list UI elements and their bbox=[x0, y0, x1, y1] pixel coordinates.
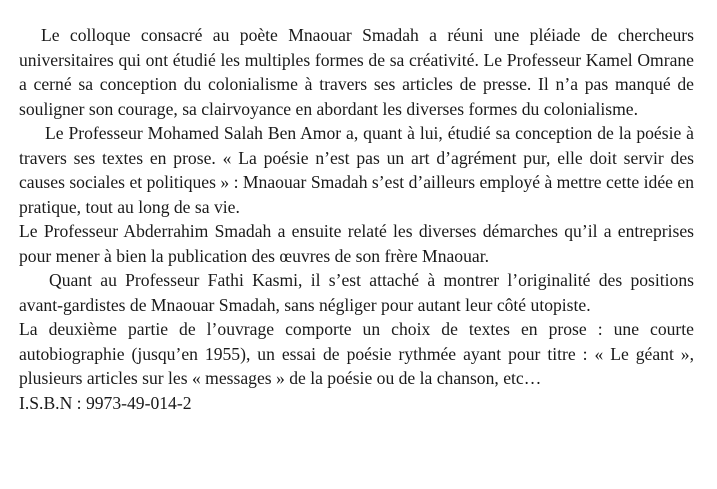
document-body bbox=[19, 23, 694, 415]
paragraph-kasmi: Quant au Professeur Fathi Kasmi, il s’est attaché à montrer l’originalité des positions avant-gardistes de Mnaouar Smadah, sans négliger pour autant leur côté utopiste. bbox=[19, 270, 694, 315]
paragraph-ben-amor: Le Professeur Mohamed Salah Ben Amor a, quant à lui, étudié sa conception de la poésie à travers ses textes en prose. « La poésie n’est pas un art d’agrément pur, elle doit servir des causes sociales et politiques » : Mnaouar Smadah s’est d’ailleurs employé à mettre cette idée en pratique, tout au long de sa vie. bbox=[19, 123, 694, 217]
isbn-line: I.S.B.N : 9973-49-014-2 bbox=[19, 392, 192, 413]
paragraph-abderrahim: Le Professeur Abderrahim Smadah a ensuite relaté les diverses démarches qu’il a entreprises pour mener à bien la publication des œuvres de son frère Mnaouar. bbox=[19, 221, 694, 266]
paragraph-deuxieme-partie: La deuxième partie de l’ouvrage comporte un choix de textes en prose : une courte autobiographie (jusqu’en 1955), un essai de poésie rythmée ayant pour titre : « Le géant », plusieurs articles sur les « messages » de la poésie ou de la chanson, etc… bbox=[19, 319, 694, 388]
paragraph-colloque: Le colloque consacré au poète Mnaouar Smadah a réuni une pléiade de chercheurs universitaires qui ont étudié les multiples formes de sa créativité. Le Professeur Kamel Omrane a cerné sa conception du colonialisme à travers ses articles de presse. Il n’a pas manqué de souligner son courage, sa clairvoyance en abordant les diverses formes du colonialisme. bbox=[19, 25, 694, 119]
